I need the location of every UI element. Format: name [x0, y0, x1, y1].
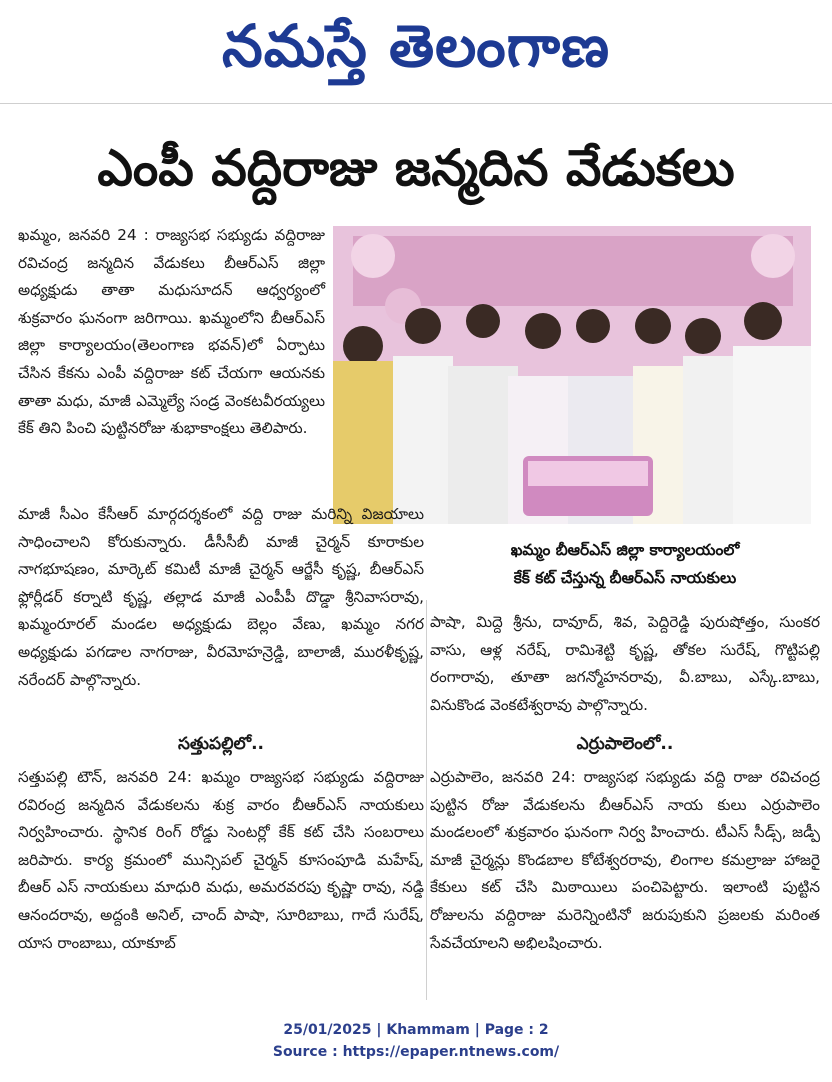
article-photo — [333, 226, 811, 524]
footer-date-edition: 25/01/2025 | Khammam | Page : 2 — [283, 1022, 549, 1038]
section-paragraph: ఎర్రుపాలెం, జనవరి 24: రాజ్యసభ సభ్యుడు వద్ది రాజు రవిచంద్ర పుట్టిన రోజు వేడుకలను బీఆర్ఎస్ నాయ కులు ఎర్రుపాలెం మండలంలో శుక్రవారం ఘనంగా నిర్వ హించారు. టీఎస్ సీడ్స్, జడ్పీ మాజీ చైర్మన్లు కొండబాల కోటేశ్వరరావు, లింగాల కమల్రాజు హాజరై కేకులు కట్ చేసి మిఠాయిలు పంచిపెట్టారు. ఇలాంటి పుట్టిన రోజులను వద్దిరాజు మరెన్నింటినో జరుపుకుని ప్రజలకు మరింత సేవచేయాలని అభిలషించారు. — [430, 768, 820, 952]
caption-line-1: ఖమ్మం బీఆర్ఎస్ జిల్లా కార్యాలయంలో — [510, 541, 740, 559]
article-headline: ఎంపీ వద్దిరాజు జన్మదిన వేడుకలు — [97, 139, 735, 197]
article-right-continued — [430, 609, 820, 719]
article-lead-continued — [18, 501, 424, 694]
photo-caption — [430, 536, 820, 592]
article-lead-top — [18, 222, 325, 443]
column-divider — [426, 600, 427, 1000]
attendees-paragraph: పాషా, మిద్దె శ్రీను, దావూద్, శివ, పెద్దిరెడ్డి పురుషోత్తం, సుంకర వాసు, ఆళ్ల నరేష్, రామిశెట్టి కృష్ణ, తోకల సురేష్, గొట్టిపల్లి రంగారావు, తూతా జగన్మోహనరావు, వీ.బాబు, ఎస్కే.బాబు, వినుకొండ వెంకటేశ్వరావు పాల్గొన్నారు. — [430, 613, 820, 714]
section-paragraph: సత్తుపల్లి టౌన్, జనవరి 24: ఖమ్మం రాజ్యసభ సభ్యుడు వద్దిరాజు రవిరంద్ర జన్మదిన వేడుకలను శుక్ర వారం బీఆర్ఎస్ నాయకులు నిర్వహించారు. స్థానిక రింగ్ రోడ్డు సెంటర్లో కేక్ కట్ చేసి సంబరాలు జరిపారు. కార్య క్రమంలో మున్సిపల్ చైర్మన్ కూసంపూడి మహేష్, బీఆర్ ఎస్ నాయకులు మాధురి మధు, అమరవరపు కృష్ణా రావు, నడ్డి ఆనందరావు, అద్దంకి అనిల్, చాంద్ పాషా, సూరిబాబు, గాదే సురేష్, యాస రాంబాబు, యాకూబ్ — [18, 768, 424, 952]
newspaper-logo: నమస్తే తెలంగాణ — [222, 12, 610, 80]
lead-paragraph-continued: మాజీ సీఎం కేసీఆర్ మార్గదర్శకంలో వద్ది రాజు మరిన్ని విజయాలు సాధించాలని కోరుకున్నారు. డీసీసీబీ మాజీ చైర్మన్ కూరాకుల నాగభూషణం, మార్కెట్ కమిటీ మాజీ చైర్మన్ ఆర్జేసీ కృష్ణ, బీఆర్ఎస్ ఫ్లోర్లీడర్ కర్నాటి కృష్ణ, తల్లాడ మాజీ ఎంపీపీ దొడ్డా శ్రీనివాసరావు, ఖమ్మంరూరల్ మండల అధ్యక్షుడు బెల్లం వేణు, ఖమ్మం నగర అధ్యక్షుడు పగడాల నాగరాజు, వీరమోహన్రెడ్డి, బాలాజీ, మురళీకృష్ణ, నరేందర్ పాల్గొన్నారు. — [18, 505, 424, 689]
caption-line-2: కేక్ కట్ చేస్తున్న బీఆర్ఎస్ నాయకులు — [513, 569, 737, 587]
lead-paragraph: ఖమ్మం, జనవరి 24 : రాజ్యసభ సభ్యుడు వద్దిరాజు రవిచంద్ర జన్మదిన వేడుకలు బీఆర్ఎస్ జిల్లా అధ్యక్షుడు తాతా మధుసూదన్ ఆధ్వర్యంలో శుక్రవారం ఘనంగా జరిగాయి. ఖమ్మంలోని బీఆర్ఎస్ జిల్లా కార్యాలయం(తెలంగాణ భవన్)లో ఏర్పాటు చేసిన కేకను ఎంపీ వద్దిరాజు కట్ చేయగా ఆయనకు తాతా మధు, మాజీ ఎమ్మెల్యే సండ్ర వెంకటవీరయ్యలు కేక్ తిని పించి పుట్టినరోజు శుభాకాంక్షలు తెలిపారు. — [18, 226, 325, 438]
section-heading-errupalem: ఎర్రుపాలెంలో.. — [576, 734, 674, 754]
masthead-divider — [0, 103, 832, 104]
section-body-errupalem — [430, 764, 820, 957]
section-heading-sathupalli: సత్తుపల్లిలో.. — [178, 734, 264, 754]
section-body-sathupalli — [18, 764, 424, 957]
footer-source-link[interactable]: Source : https://epaper.ntnews.com/ — [272, 1044, 560, 1060]
photo-illustration — [333, 226, 811, 524]
masthead — [0, 0, 832, 100]
